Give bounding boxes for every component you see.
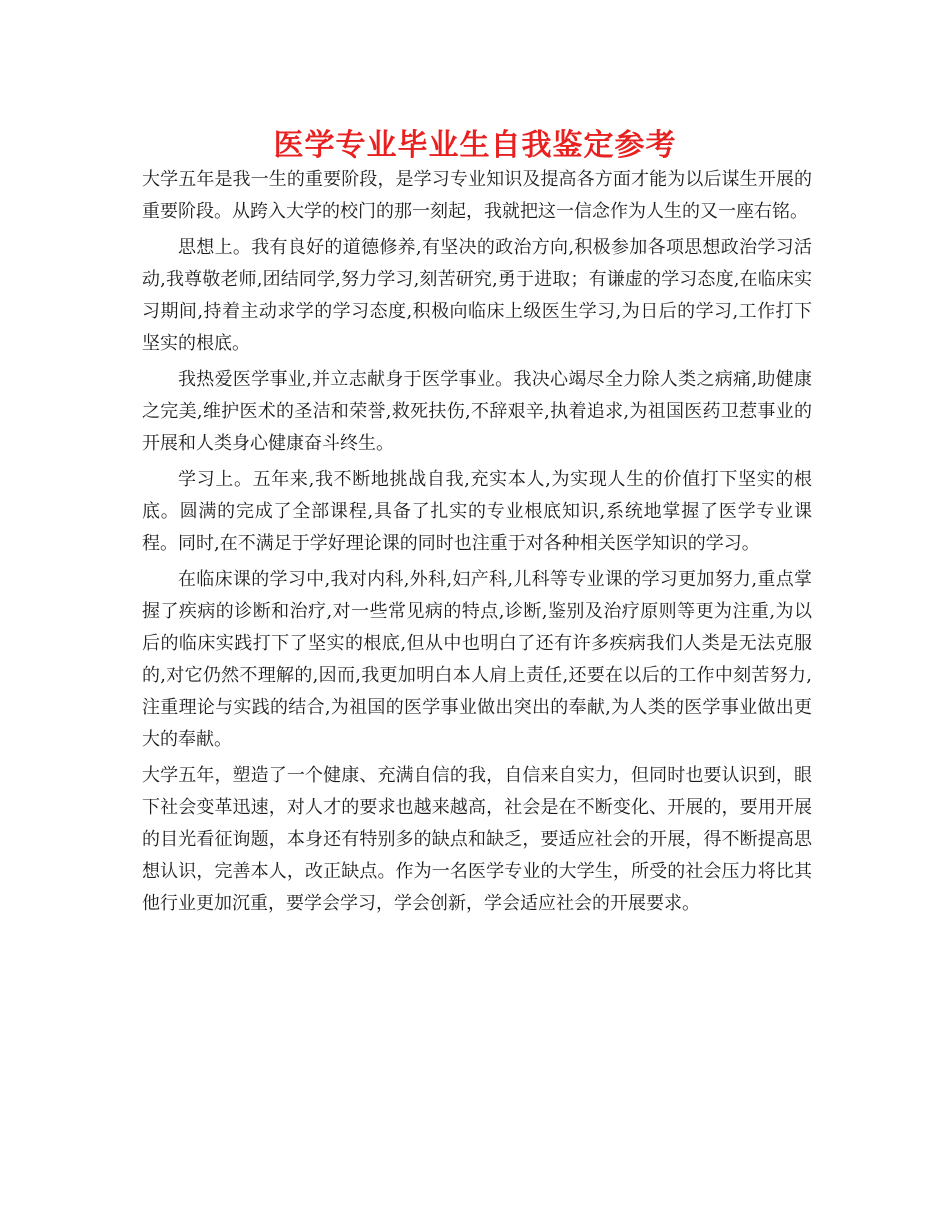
document-title: 医学专业毕业生自我鉴定参考 — [273, 128, 677, 163]
paragraph-devotion: 我热爱医学事业,并立志献身于医学事业。我决心竭尽全力除人类之病痛,助健康之完美,维护医术的圣洁和荣誉,救死扶伤,不辞艰辛,执着追求,为祖国医药卫惹事业的开展和人类身心健康奋斗终生。 — [142, 369, 812, 454]
document-body — [142, 164, 812, 924]
paragraph-study: 学习上。五年来,我不断地挑战自我,充实本人,为实现人生的价值打下坚实的根底。圆满的完成了全部课程,具备了扎实的专业根底知识,系统地掌握了医学专业课程。同时,在不满足于学好理论课的同时也注重于对各种相关医学知识的学习。 — [142, 469, 812, 554]
paragraph-thought: 思想上。我有良好的道德修养,有坚决的政治方向,积极参加各项思想政治学习活动,我尊敬老师,团结同学,努力学习,刻苦研究,勇于进取；有谦虚的学习态度,在临床实习期间,持着主动求学的学习态度,积极向临床上级医生学习,为日后的学习,工作打下坚实的根底。 — [142, 237, 812, 354]
paragraph-conclusion: 大学五年，塑造了一个健康、充满自信的我，自信来自实力，但同时也要认识到，眼下社会变革迅速，对人才的要求也越来越高，社会是在不断变化、开展的，要用开展的目光看征询题，本身还有特别多的缺点和缺乏，要适应社会的开展，得不断提高思想认识，完善本人，改正缺点。作为一名医学专业的大学生，所受的社会压力将比其他行业更加沉重，要学会学习，学会创新，学会适应社会的开展要求。 — [142, 765, 812, 914]
paragraph-clinical: 在临床课的学习中,我对内科,外科,妇产科,儿科等专业课的学习更加努力,重点掌握了疾病的诊断和治疗,对一些常见病的特点,诊断,鉴别及治疗原则等更为注重,为以后的临床实践打下了坚实的根底,但从中也明白了还有许多疾病我们人类是无法克服的,对它仍然不理解的,因而,我更加明白本人肩上责任,还要在以后的工作中刻苦努力,注重理论与实践的结合,为祖国的医学事业做出突出的奉献,为人类的医学事业做出更大的奉献。 — [142, 569, 812, 750]
paragraph-intro: 大学五年是我一生的重要阶段，是学习专业知识及提高各方面才能为以后谋生开展的重要阶段。从跨入大学的校门的那一刻起，我就把这一信念作为人生的又一座右铭。 — [142, 169, 812, 222]
